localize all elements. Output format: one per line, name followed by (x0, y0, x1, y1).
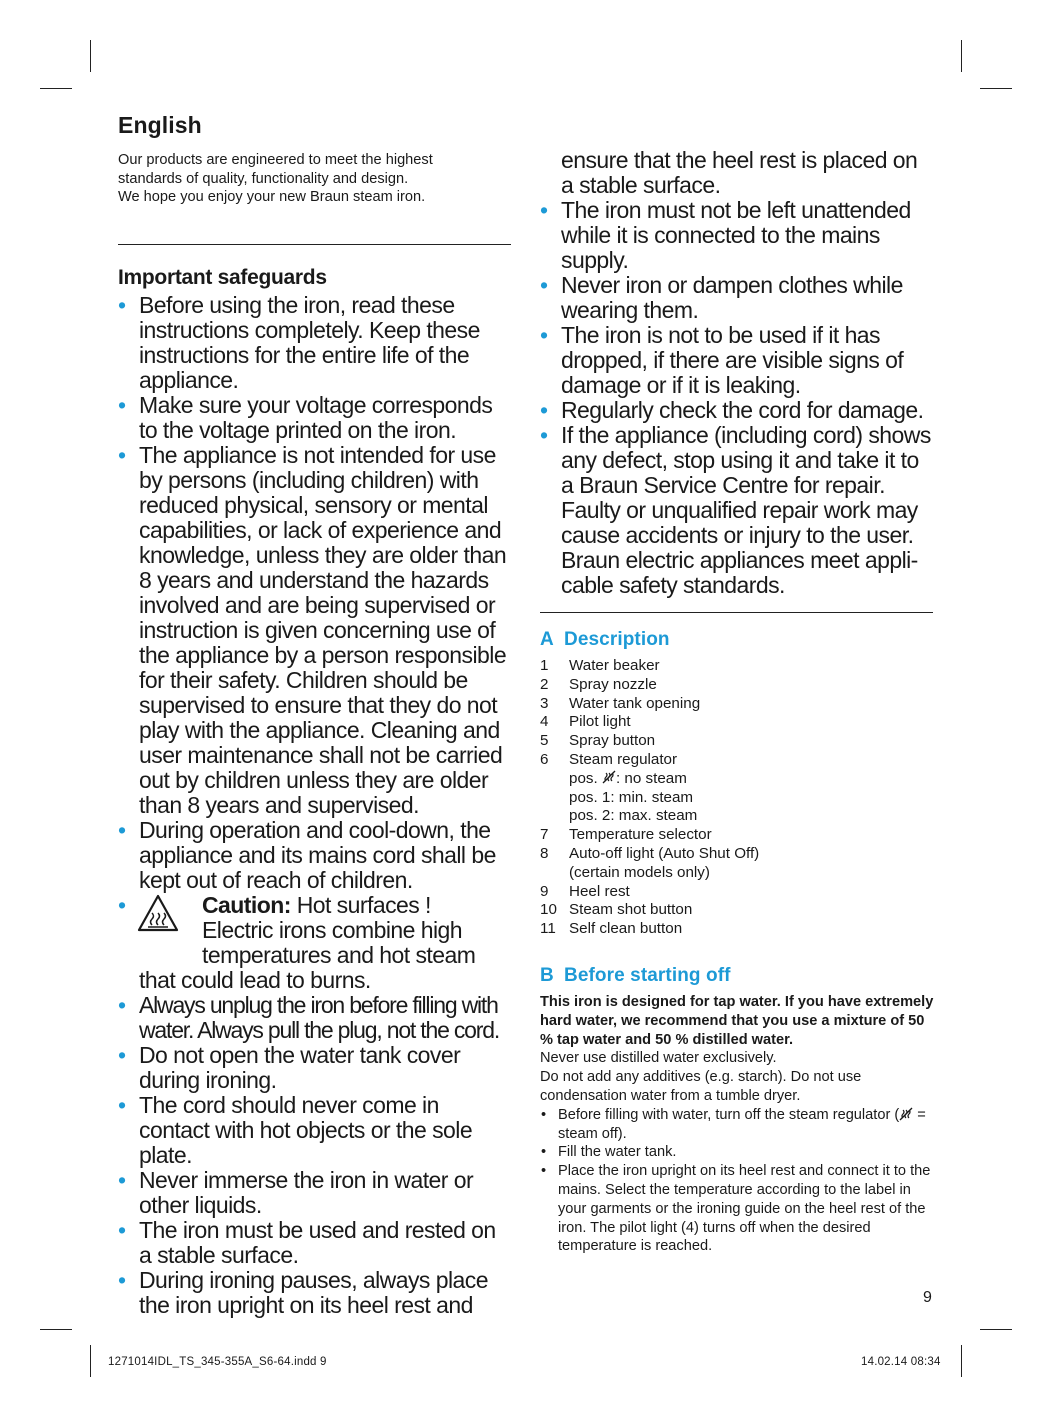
bullet-icon: • (118, 292, 126, 319)
list-item-sub: pos. 2: max. steam (569, 807, 698, 825)
list-item: • Place the iron upright on its heel rest and connect it to the mains. Select the temperature according to the label in your garments or the ironing guide on the heel rest of the iron. The pilot light (4) turns off when the desired temperature is reached. (540, 1162, 934, 1256)
crop-mark (90, 40, 91, 72)
intro-text (118, 151, 512, 207)
before-starting-list (540, 1106, 934, 1256)
bullet-icon: • (118, 892, 126, 919)
caution-item: • Caution: Hot surfaces ! Electric irons combine high temperatures and hot steam that could lead to burns. (118, 892, 476, 994)
list-item: • The iron is not to be used if it has dropped, if there are visible signs of damage or if it is leaking. (540, 322, 904, 398)
right-column (540, 148, 934, 1256)
bullet-icon: • (118, 992, 125, 1019)
list-item-sub: pos. : no steam (569, 769, 687, 787)
intro-line: Our products are engineered to meet the highest (118, 152, 433, 168)
bullet-icon: • (118, 442, 126, 469)
bullet-icon: • (118, 817, 126, 844)
list-item: 10 Steam shot button (540, 901, 693, 919)
bullet-icon: • (540, 322, 548, 348)
body-text: Do not add any additives (e.g. starch). Do not use condensation water from a tumble dryer. (540, 1069, 862, 1104)
list-item: • Regularly check the cord for damage. (540, 397, 924, 423)
crop-mark (90, 1345, 91, 1377)
body-text: Never use distilled water exclusively. (540, 1050, 777, 1067)
bullet-icon: • (118, 1267, 126, 1294)
list-item: • Do not open the water tank cover during ironing. (118, 1042, 461, 1094)
safeguards-list (118, 293, 512, 1318)
hot-surface-warning-icon (137, 894, 179, 932)
list-item: • The iron must not be left unattended while it is connected to the mains supply. (540, 197, 911, 273)
caution-label: Caution: (202, 892, 291, 919)
crop-mark (961, 1345, 962, 1377)
list-item: 7 Temperature selector (540, 826, 712, 844)
tap-water-note: This iron is designed for tap water. If you have extremely hard water, we recommend that you use a mixture of 50 % tap water and 50 % distilled water. (540, 993, 934, 1048)
list-item: • The iron must be used and rested on a stable surface. (118, 1217, 496, 1269)
bullet-icon: • (540, 397, 548, 423)
intro-line: We hope you enjoy your new Braun steam iron. (118, 189, 426, 206)
bullet-icon: • (118, 1217, 126, 1244)
list-item: • Before filling with water, turn off the steam regulator ( = steam off). (540, 1106, 934, 1144)
bullet-icon: • (118, 1042, 126, 1069)
bullet-icon: • (540, 422, 548, 448)
crop-mark (980, 1329, 1012, 1330)
bullet-icon: • (118, 1167, 126, 1194)
continued-text: ensure that the heel rest is placed on a stable surface. (561, 147, 918, 198)
bullet-icon: • (118, 392, 126, 419)
list-item: 9 Heel rest (540, 882, 630, 900)
safeguards-heading: Important safeguards (118, 266, 327, 290)
crop-mark (40, 1329, 72, 1330)
intro-line: standards of quality, functionality and design. (118, 170, 409, 187)
list-item: 11 Self clean button (540, 920, 683, 938)
list-item: • Never immerse the iron in water or other liquids. (118, 1167, 474, 1219)
list-item: • During operation and cool-down, the appliance and its mains cord shall be kept out of reach of children. (118, 817, 496, 894)
before-starting-heading: B Before starting off (540, 964, 731, 986)
list-item: 3 Water tank opening (540, 694, 701, 712)
list-item: • Never iron or dampen clothes while wearing them. (540, 272, 903, 323)
description-heading: A Description (540, 629, 670, 650)
list-item: • The appliance is not intended for use by persons (including children) with reduced physical, sensory or mental capabilities, or lack of experience and knowledge, unless they are older than 8 years and understand the hazards involved and are being supervised or instruction is given concerning use of the appliance by a person responsible for their safety. Children should be supervised to ensure that they do not play with the appliance. Cleaning and user maintenance shall not be carried out by children unless they are older than 8 years and supervised. (118, 442, 507, 819)
list-item: • During ironing pauses, always place the iron upright on its heel rest and (118, 1267, 488, 1319)
list-item-sub: (certain models only) (569, 863, 710, 881)
left-column (118, 112, 512, 1318)
list-item: • If the appliance (including cord) shows any defect, stop using it and take it to a Braun Service Centre for repair. Faulty or unqualified repair work may cause accidents or injury to the user. Braun electric appliances meet appli-cable safety standards. (540, 422, 931, 598)
bullet-icon: • (540, 272, 548, 298)
list-item: • The cord should never come in contact with hot objects or the sole plate. (118, 1092, 473, 1169)
description-list (540, 657, 934, 939)
bullet-icon: • (540, 197, 548, 223)
safeguards-list-continued (540, 198, 934, 598)
list-item: 2 Spray nozzle (540, 675, 657, 693)
list-item: 8 Auto-off light (Auto Shut Off) (540, 844, 760, 862)
list-item: 1 Water beaker (540, 657, 660, 674)
list-item-sub: pos. 1: min. steam (569, 788, 694, 806)
bullet-icon: • (118, 1092, 126, 1119)
list-item: 4 Pilot light (540, 713, 631, 731)
divider (540, 612, 933, 613)
list-item: • Before using the iron, read these instructions completely. Keep these instructions for the entire life of the appliance. (118, 292, 480, 394)
crop-mark (961, 40, 962, 72)
footer-date: 14.02.14 08:34 (861, 1356, 941, 1368)
footer-file: 1271014IDL_TS_345-355A_S6-64.indd 9 (108, 1356, 327, 1368)
list-item: • Make sure your voltage corresponds to the voltage printed on the iron. (118, 392, 493, 444)
divider (118, 244, 511, 245)
steam-off-icon (899, 1107, 913, 1121)
page-number: 9 (923, 1289, 932, 1306)
list-item: 5 Spray button (540, 732, 656, 750)
list-item: 6 Steam regulator (540, 750, 678, 768)
list-item: • Fill the water tank. (540, 1143, 934, 1162)
list-item: • Always unplug the iron before filling with water. Always pull the plug, not the cord. (118, 992, 500, 1044)
page-title: English (118, 112, 202, 138)
crop-mark (980, 88, 1012, 89)
steam-off-icon (602, 770, 616, 784)
crop-mark (40, 88, 72, 89)
